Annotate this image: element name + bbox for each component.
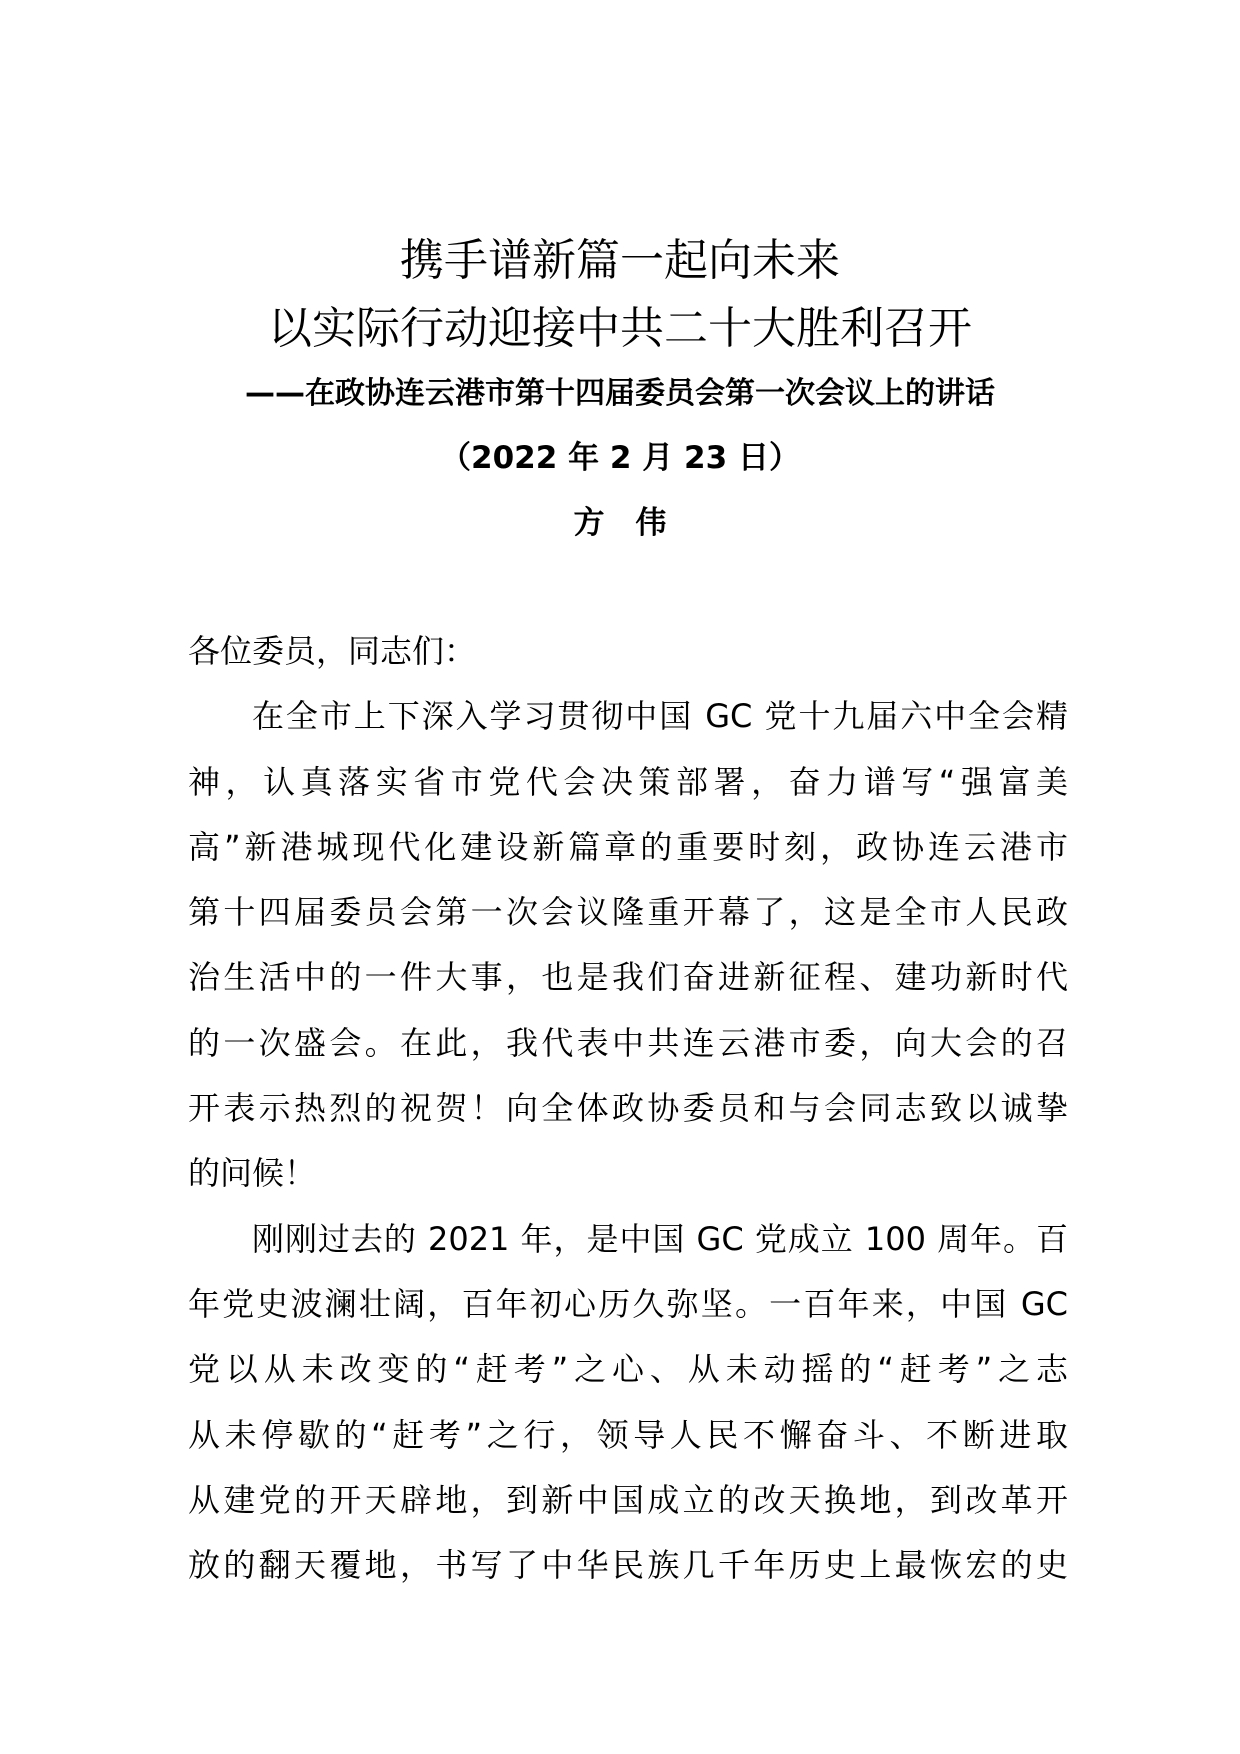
paragraph-2-line: 从未停歇的“赶考”之行，领导人民不懈奋斗、不断进取 [188, 1415, 1068, 1454]
paragraph-2-line: 放的翻天覆地，书写了中华民族几千年历史上最恢宏的史 [188, 1546, 1068, 1585]
subtitle: ——在政协连云港市第十四届委员会第一次会议上的讲话 [245, 376, 995, 411]
paragraph-1-line: 第十四届委员会第一次会议隆重开幕了，这是全市人民政 [188, 893, 1068, 932]
paragraph-2-line: 从建党的开天辟地，到新中国成立的改天换地，到改革开 [188, 1480, 1068, 1519]
author-name: 方 伟 [573, 505, 667, 541]
paragraph-1-line: 神，认真落实省市党代会决策部署，奋力谱写“强富美 [188, 762, 1068, 801]
title-line-2: 以实际行动迎接中共二十大胜利召开 [268, 303, 972, 354]
salutation: 各位委员，同志们： [188, 632, 477, 670]
speech-date: （2022 年 2 月 23 日） [440, 440, 800, 476]
speech-body [188, 625, 1068, 1604]
paragraph-1-line: 治生活中的一件大事，也是我们奋进新征程、建功新时代 [188, 958, 1068, 997]
paragraph-1-line: 的一次盛会。在此，我代表中共连云港市委，向大会的召 [188, 1023, 1068, 1062]
paragraph-1-line: 高”新港城现代化建设新篇章的重要时刻，政协连云港市 [188, 827, 1068, 866]
paragraph-1-line: 在全市上下深入学习贯彻中国 GC 党十九届六中全会精 [252, 697, 1068, 736]
paragraph-2-line: 党以从未改变的“赶考”之心、从未动摇的“赶考”之志 [188, 1350, 1068, 1389]
paragraph-2-line: 年党史波澜壮阔，百年初心历久弥坚。一百年来，中国 GC [188, 1284, 1068, 1323]
title-line-1: 携手谱新篇一起向未来 [400, 235, 840, 286]
paragraph-2-line: 刚刚过去的 2021 年，是中国 GC 党成立 100 周年。百 [252, 1219, 1068, 1258]
paragraph-1-line: 开表示热烈的祝贺！向全体政协委员和与会同志致以诚挚 [188, 1089, 1068, 1128]
paragraph-1-line: 的问候！ [188, 1154, 317, 1193]
